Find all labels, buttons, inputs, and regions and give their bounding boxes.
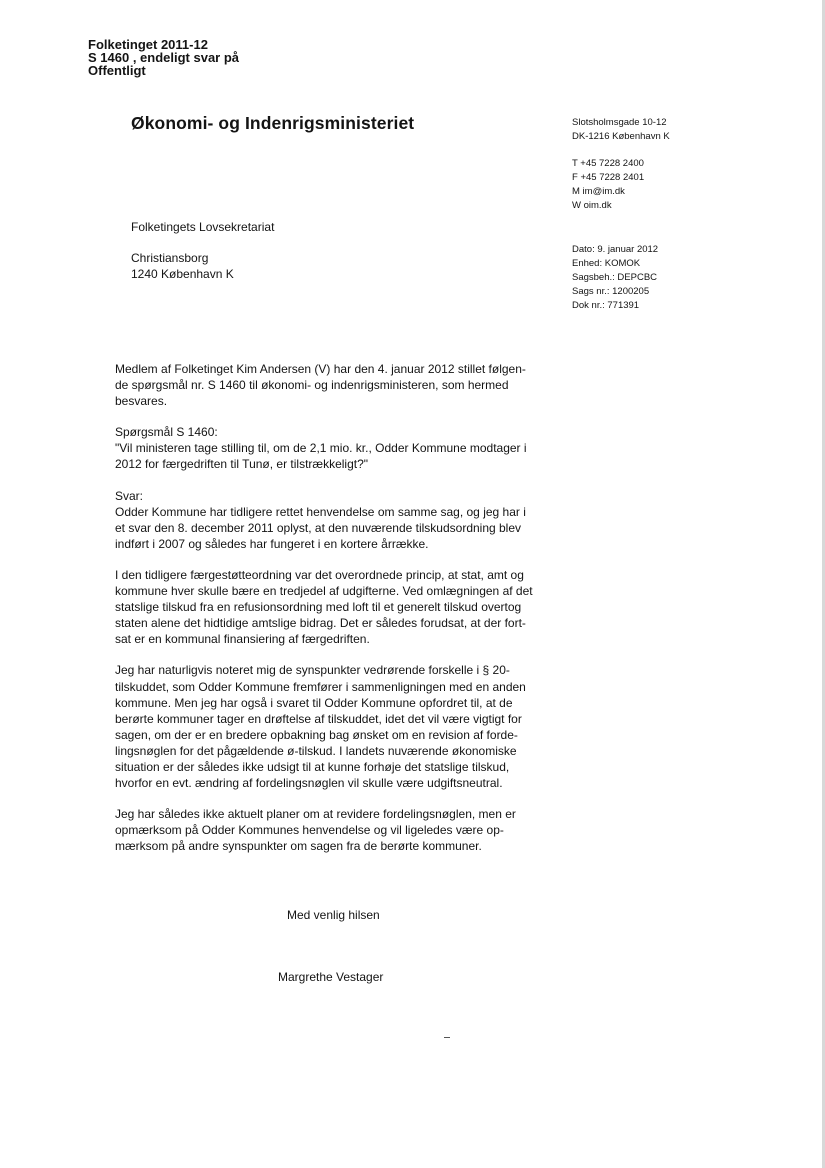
- text-line: "Vil ministeren tage stilling til, om de 2,1 mio. kr., Odder Kommune modtager i: [115, 441, 527, 456]
- phone-line: T +45 7228 2400: [572, 158, 644, 169]
- stamp-line: Folketinget 2011-12: [88, 37, 208, 52]
- email-line: M im@im.dk: [572, 186, 625, 197]
- text-line: mærksom på andre synspunkter om sagen fra de berørte kommuner.: [115, 839, 482, 854]
- text-line: opmærksom på Odder Kommunes henvendelse og vil ligeledes være op-: [115, 823, 504, 838]
- closing-greeting: Med venlig hilsen: [287, 908, 380, 922]
- address-line: DK-1216 København K: [572, 131, 670, 142]
- text-line: statslige tilskud fra en refusionsordning med loft til et generelt tilskud overtog: [115, 600, 522, 615]
- scan-mark: [444, 1037, 450, 1038]
- ministry-contact: [572, 157, 644, 213]
- paragraph-answer: [115, 488, 555, 552]
- stamp-line: Offentligt: [88, 63, 146, 78]
- text-line: Jeg har således ikke aktuelt planer om at revidere fordelingsnøglen, men er: [115, 807, 516, 822]
- ministry-address: [572, 116, 670, 144]
- signature-name: Margrethe Vestager: [278, 970, 384, 984]
- question-heading: Spørgsmål S 1460:: [115, 425, 218, 440]
- text-line: kommune. Men jeg har også i svaret til Odder Kommune opfordret til, at de: [115, 695, 513, 710]
- case-number-line: Sags nr.: 1200205: [572, 286, 650, 297]
- paragraph-considerations: [115, 662, 555, 791]
- recipient-address: [131, 250, 234, 282]
- recipient-address-line: Christiansborg: [131, 251, 209, 265]
- address-line: Slotsholmsgade 10-12: [572, 117, 667, 128]
- text-line: I den tidligere færgestøtteordning var det overordnede princip, at stat, amt og: [115, 567, 524, 582]
- text-line: Medlem af Folketinget Kim Andersen (V) har den 4. januar 2012 stillet følgen-: [115, 362, 526, 376]
- text-line: besvares.: [115, 394, 168, 409]
- letter-body: [115, 361, 555, 869]
- document-number-line: Dok nr.: 771391: [572, 300, 640, 311]
- stamp-line: S 1460 , endeligt svar på: [88, 50, 240, 65]
- fax-line: F +45 7228 2401: [572, 172, 645, 183]
- date-line: Dato: 9. januar 2012: [572, 244, 659, 255]
- text-line: de spørgsmål nr. S 1460 til økonomi- og indenrigsministeren, som hermed: [115, 378, 509, 393]
- text-line: berørte kommuner tager en drøftelse af tilskuddet, idet det vil være vigtigt for: [115, 711, 522, 726]
- text-line: hvorfor en evt. ændring af fordelingsnøglen vil skulle være udgiftsneutral.: [115, 776, 503, 791]
- case-metadata: [572, 243, 658, 313]
- case-officer-line: Sagsbeh.: DEPCBC: [572, 272, 658, 283]
- text-line: Jeg har naturligvis noteret mig de synspunkter vedrørende forskelle i § 20-: [115, 663, 510, 678]
- paragraph-conclusion: [115, 806, 555, 854]
- unit-line: Enhed: KOMOK: [572, 258, 641, 269]
- text-line: sat er en kommunal finansiering af færgedriften.: [115, 632, 370, 647]
- web-line: W oim.dk: [572, 200, 612, 211]
- archive-stamp: [88, 38, 239, 77]
- text-line: kommune hver skulle bære en tredjedel af udgifterne. Ved omlægningen af det: [115, 584, 533, 599]
- text-line: et svar den 8. december 2011 oplyst, at den nuværende tilskudsordning blev: [115, 520, 522, 535]
- text-line: tilskuddet, som Odder Kommune fremfører i sammenligningen med en anden: [115, 679, 526, 694]
- paragraph-background: [115, 567, 555, 647]
- text-line: Odder Kommune har tidligere rettet henvendelse om samme sag, og jeg har i: [115, 504, 526, 519]
- text-line: 2012 for færgedriften til Tunø, er tilstrækkeligt?": [115, 457, 369, 472]
- text-line: situation er der således ikke udsigt til at kunne forhøje det statslige tilskud,: [115, 759, 510, 774]
- paragraph-intro: [115, 361, 555, 409]
- answer-heading: Svar:: [115, 488, 144, 503]
- text-line: staten alene det hidtidige amtslige bidrag. Det er således forudsat, at der fort-: [115, 616, 526, 631]
- text-line: sagen, om der er en bredere opbakning bag ønsket om en revision af forde-: [115, 727, 518, 742]
- recipient-address-line: 1240 København K: [131, 267, 234, 281]
- ministry-name: Økonomi- og Indenrigsministeriet: [131, 113, 415, 133]
- text-line: lingsnøglen for det pågældende ø-tilskud. I landets nuværende økonomiske: [115, 743, 517, 758]
- recipient-name: Folketingets Lovsekretariat: [131, 220, 275, 234]
- paragraph-question: [115, 424, 555, 472]
- text-line: indført i 2007 og således har fungeret i en kortere årrække.: [115, 536, 429, 551]
